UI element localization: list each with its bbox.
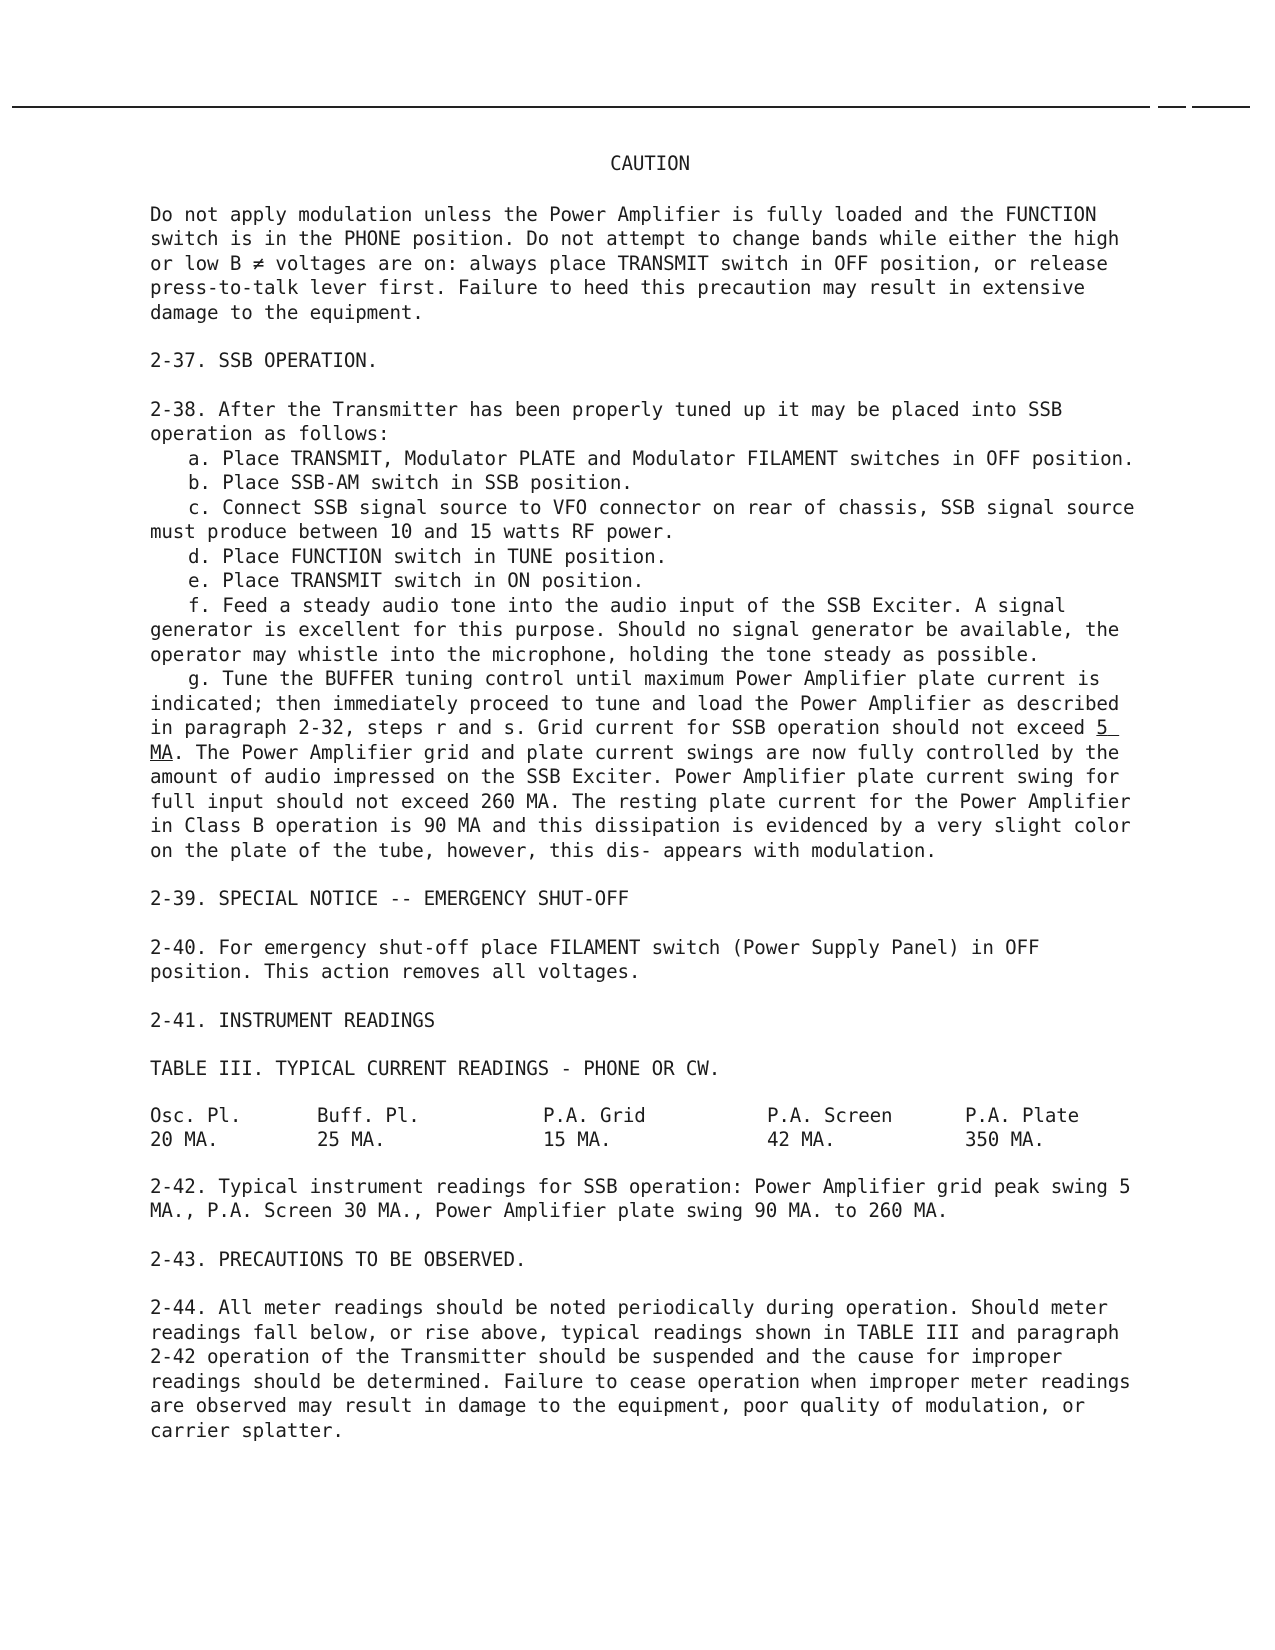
step-g bbox=[150, 667, 1150, 863]
top-rule-dash bbox=[1158, 106, 1186, 108]
top-rule-dash bbox=[1192, 106, 1250, 108]
table-header-row bbox=[150, 1104, 1115, 1129]
grid-current-limit: 5 MA bbox=[150, 716, 1120, 764]
table-cell: 25 MA. bbox=[317, 1128, 386, 1151]
table-header-cell: Osc. Pl. bbox=[150, 1103, 242, 1127]
table-header-cell: Buff. Pl. bbox=[317, 1103, 420, 1127]
section-heading-2-39: 2-39. SPECIAL NOTICE -- EMERGENCY SHUT-OFF bbox=[150, 887, 629, 910]
step-c: c. Connect SSB signal source to VFO connector on rear of chassis, SSB signal source must produce between 10 and 15 watts RF power. bbox=[150, 495, 1146, 543]
table-row bbox=[150, 1128, 1115, 1153]
readings-table bbox=[150, 1104, 1115, 1153]
table-cell: 350 MA. bbox=[965, 1128, 1045, 1151]
table-header-cell: P.A. Grid bbox=[543, 1103, 646, 1127]
table-header-cell: P.A. Screen bbox=[767, 1103, 893, 1127]
table-cell: 42 MA. bbox=[767, 1128, 836, 1151]
step-g-text-after: . The Power Amplifier grid and plate current swings are now fully controlled by the amount of audio impressed on the SSB Exciter. Power Amplifier plate current swing for full input should not exceed 260 MA. The resting plate current for the Power Amplifier in Class B operation is 90 MA and this dissipation is evidenced by a very slight color on the plate of the tube, however, this dis- appears with modulation. bbox=[150, 740, 1142, 862]
step-g-text-before: g. Tune the BUFFER tuning control until maximum Power Amplifier plate current is indicated; then immediately proceed to tune and load the Power Amplifier as described in paragraph 2-32, steps r and s. Grid current for SSB operation should not exceed bbox=[150, 667, 1131, 739]
paragraph-2-38-intro: 2-38. After the Transmitter has been properly tuned up it may be placed into SSB operation as follows: bbox=[150, 397, 1074, 445]
step-b: b. Place SSB-AM switch in SSB position. bbox=[188, 471, 633, 494]
step-e: e. Place TRANSMIT switch in ON position. bbox=[188, 569, 645, 592]
paragraph-2-42: 2-42. Typical instrument readings for SSB operation: Power Amplifier grid peak swing 5 MA., P.A. Screen 30 MA., Power Amplifier plate swing 90 MA. to 260 MA. bbox=[150, 1174, 1142, 1222]
paragraph-2-44: 2-44. All meter readings should be noted periodically during operation. Should meter readings fall below, or rise above, typical readings shown in TABLE III and paragraph 2-42 operation of the Transmitter should be suspended and the cause for improper readings should be determined. Failure to cease operation when improper meter readings are observed may result in damage to the equipment, poor quality of modulation, or carrier splatter. bbox=[150, 1296, 1142, 1442]
caution-title: CAUTION bbox=[610, 152, 690, 175]
step-f: f. Feed a steady audio tone into the audio input of the SSB Exciter. A signal generator is excellent for this purpose. Should no signal generator be available, the operator may whistle into the microphone, holding the tone steady as possible. bbox=[150, 593, 1131, 666]
table-title: TABLE III. TYPICAL CURRENT READINGS - PHONE OR CW. bbox=[150, 1057, 721, 1080]
table-cell: 15 MA. bbox=[543, 1128, 612, 1151]
section-heading-2-37: 2-37. SSB OPERATION. bbox=[150, 349, 379, 372]
paragraph-2-40: 2-40. For emergency shut-off place FILAMENT switch (Power Supply Panel) in OFF position. This action removes all voltages. bbox=[150, 935, 1051, 983]
table-header-cell: P.A. Plate bbox=[965, 1103, 1080, 1127]
section-heading-2-41: 2-41. INSTRUMENT READINGS bbox=[150, 1008, 436, 1032]
step-d: d. Place FUNCTION switch in TUNE position. bbox=[188, 544, 667, 568]
document-page bbox=[150, 150, 1150, 1443]
caution-text: Do not apply modulation unless the Power Amplifier is fully loaded and the FUNCTION switch is in the PHONE position. Do not attempt to change bands while either the high or low B ≠ voltages are on: always place TRANSMIT switch in OFF position, or release press-to-talk lever first. Failure to heed this precaution may result in extensive damage to the equipment. bbox=[150, 202, 1131, 324]
top-rule bbox=[12, 106, 1150, 108]
table-cell: 20 MA. bbox=[150, 1128, 219, 1151]
section-heading-2-43: 2-43. PRECAUTIONS TO BE OBSERVED. bbox=[150, 1247, 527, 1271]
step-a: a. Place TRANSMIT, Modulator PLATE and Modulator FILAMENT switches in OFF position. bbox=[188, 446, 1135, 470]
